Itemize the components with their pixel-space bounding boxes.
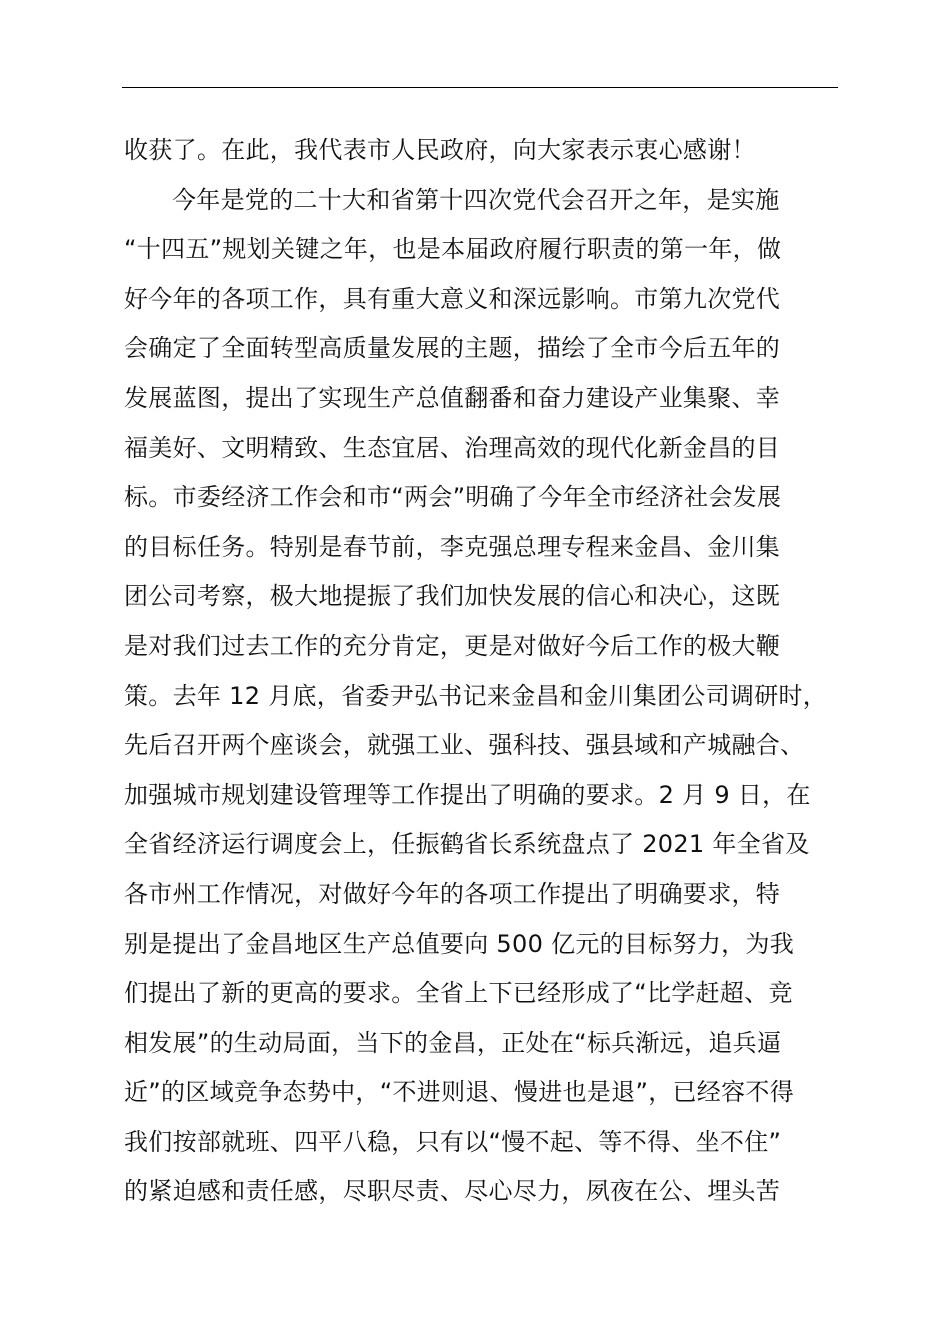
text-line: 的紧迫感和责任感，尽职尽责、尽心尽力，夙夜在公、埋头苦 <box>124 1177 781 1206</box>
paragraph-first-line: 今年是党的二十大和省第十四次党代会召开之年，是实施 <box>172 185 780 214</box>
text-line: 各市州工作情况，对做好今年的各项工作提出了明确要求，特 <box>124 879 781 908</box>
text-line: “十四五”规划关键之年，也是本届政府履行职责的第一年，做 <box>124 235 782 264</box>
text-line: 会确定了全面转型高质量发展的主题，描绘了全市今后五年的 <box>124 334 781 363</box>
text-line: 近”的区域竞争态势中，“不进则退、慢进也是退”，已经容不得 <box>124 1078 794 1107</box>
text-line: 相发展”的生动局面，当下的金昌，正处在“标兵渐远，追兵逼 <box>124 1028 782 1057</box>
text-line: 收获了。在此，我代表市人民政府，向大家表示衷心感谢！ <box>124 136 756 164</box>
text-line: 的目标任务。特别是春节前，李克强总理专程来金昌、金川集 <box>124 532 781 561</box>
text-line: 全省经济运行调度会上，任振鹤省长系统盘点了 2021 年全省及 <box>124 830 810 859</box>
text-line: 加强城市规划建设管理等工作提出了明确的要求。2 月 9 日，在 <box>124 780 811 809</box>
text-line: 标。市委经济工作会和市“两会”明确了今年全市经济社会发展 <box>124 483 782 512</box>
text-line: 福美好、文明精致、生态宜居、治理高效的现代化新金昌的目 <box>124 433 781 462</box>
text-line: 先后召开两个座谈会，就强工业、强科技、强县域和产城融合、 <box>124 731 805 760</box>
header-rule <box>122 87 838 88</box>
text-line: 们提出了新的更高的要求。全省上下已经形成了“比学赶超、竞 <box>124 979 793 1008</box>
text-line: 是对我们过去工作的充分肯定，更是对做好今后工作的极大鞭 <box>124 631 781 660</box>
text-line: 策。去年 12 月底，省委尹弘书记来金昌和金川集团公司调研时， <box>124 681 828 710</box>
text-line: 团公司考察，极大地提振了我们加快发展的信心和决心，这既 <box>124 582 781 611</box>
text-line: 好今年的各项工作，具有重大意义和深远影响。市第九次党代 <box>124 284 781 313</box>
text-line: 别是提出了金昌地区生产总值要向 500 亿元的目标努力，为我 <box>124 929 795 958</box>
text-line: 我们按部就班、四平八稳，只有以“慢不起、等不得、坐不住” <box>124 1127 782 1156</box>
document-body <box>124 126 864 1217</box>
text-line: 发展蓝图，提出了实现生产总值翻番和奋力建设产业集聚、幸 <box>124 383 781 412</box>
